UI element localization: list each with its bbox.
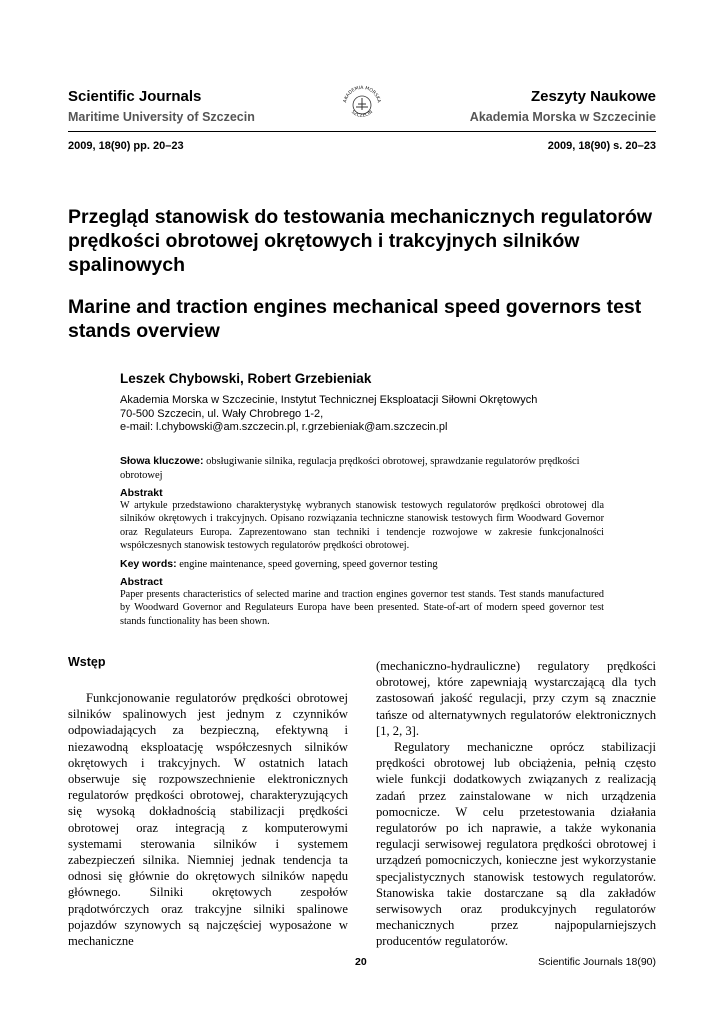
abstract-pl-heading: Abstrakt xyxy=(120,487,163,499)
keywords-pl-text: obsługiwanie silnika, regulacja prędkości obrotowej, sprawdzanie regulatorów prędkości obrotowej xyxy=(120,456,580,481)
body-paragraph: Regulatory mechaniczne oprócz stabilizacji prędkości obrotowej lub obciążenia, pełnią często wiele funkcji dodatkowych związanych z realizacją zadań przez zainstalowane w nich urządzenia pomocnicze. W celu przetestowania działania regulatorów po ich naprawie, a także wykonania regulacji serwisowej regulatora prędkości obrotowej i urządzeń pomocniczych, konieczne jest wykorzystanie specjalistycznych stanowisk testowych regulatorów. Stanowiska takie dostarczane są dla zakładów serwisowych oraz produkcyjnych regulatorów mechanicznych przez najpopularniejszych producentów regulatorów. xyxy=(376,740,656,949)
keywords-pl xyxy=(120,454,620,483)
seal-text-top: AKADEMIA MORSKA xyxy=(343,85,381,104)
university-seal-logo xyxy=(338,80,386,130)
abstract-en-heading: Abstract xyxy=(120,576,163,588)
title-pl-line: Przegląd stanowisk do testowania mechanicznych regulatorów xyxy=(68,206,653,228)
title-pl-line: prędkości obrotowej okrętowych i trakcyjnych silników xyxy=(68,230,580,252)
journal-publisher-en: Maritime University of Szczecin xyxy=(68,110,255,124)
article-title-pl xyxy=(68,205,658,277)
author-affiliation xyxy=(120,394,640,435)
author-names: Leszek Chybowski, Robert Grzebieniak xyxy=(120,371,372,386)
journal-publisher-pl: Akademia Morska w Szczecinie xyxy=(469,110,656,124)
article-title-en xyxy=(68,295,658,343)
footer-journal: Scientific Journals 18(90) xyxy=(538,956,656,968)
body-paragraph: Funkcjonowanie regulatorów prędkości obrotowej silników spalinowych jest jednym z czynników odpowiadających za bezpieczną, efektywną i niezawodną eksploatację współczesnych silników okrętowych i trakcyjnych. W ostatnich latach obserwuje się rozpowszechnienie elektronicznych regulatorów prędkości obrotowej, charakteryzujących się wysoką dokładnością stabilizacji prędkości obrotowej oraz integracją z komputerowymi systemami sterowania silników i systemem zabezpieczeń silnika. Niemniej jednak tendencja ta odnosi się głównie do okrętowych silników napędu głównego. Silniki okrętowych zespołów prądotwórczych oraz trakcyjne silniki spalinowe pojazdów szynowych są najczęściej wyposażone w mechaniczne xyxy=(68,691,348,949)
keywords-en-text: engine maintenance, speed governing, speed governor testing xyxy=(176,559,438,570)
keywords-pl-label: Słowa kluczowe: xyxy=(120,455,204,467)
title-en-line: Marine and traction engines mechanical speed governors test xyxy=(68,296,642,318)
affiliation-line: 70-500 Szczecin, ul. Wały Chrobrego 1-2, xyxy=(120,407,324,420)
issue-info-pl: 2009, 18(90) s. 20–23 xyxy=(547,140,656,152)
body-column-right xyxy=(376,658,656,950)
abstract-pl-text: W artykule przedstawiono charakterystykę wybranych stanowisk testowych regulatorów prędkości obrotowej dla silników okrętowych i trakcyjnych. Opisano rozwiązania techniczne stanowisk testowych firm Woodward Governor oraz Regulateurs Europa. Zaprezentowano stan techniki i tendencje rozwojowe w zakresie funkcjonalności współczesnych stanowisk testowych regulatorów prędkości obrotowej. xyxy=(120,500,604,552)
title-pl-line: spalinowych xyxy=(68,254,186,276)
issue-info-en: 2009, 18(90) pp. 20–23 xyxy=(68,140,184,152)
page-number: 20 xyxy=(355,956,367,968)
keywords-en-label: Key words: xyxy=(120,558,177,570)
section-heading-intro: Wstęp xyxy=(68,655,106,669)
body-paragraph: (mechaniczno-hydrauliczne) regulatory prędkości obrotowej, które zapewniają wystarczającą dla tych zastosowań jakość regulacji, przy czym są znacznie tańsze od alternatywnych regulatorów elektronicznych [1, 2, 3]. xyxy=(376,659,656,738)
abstract-en-text: Paper presents characteristics of selected marine and traction engines governor test stands. Test stands manufactured by Woodward Governor and Regulateurs Europa have been presented. State-of-art of modern speed governor test stands functionality has been shown. xyxy=(120,589,604,627)
title-en-line: stands overview xyxy=(68,320,220,342)
affiliation-line: Akademia Morska w Szczecinie, Instytut Technicznej Eksploatacji Siłowni Okrętowych xyxy=(120,394,538,406)
journal-title-en: Scientific Journals xyxy=(68,88,202,105)
affiliation-line: e-mail: l.chybowski@am.szczecin.pl, r.grzebieniak@am.szczecin.pl xyxy=(120,421,448,433)
seal-text-bottom: SZCZECIN xyxy=(350,109,374,119)
body-column-left xyxy=(68,690,348,949)
keywords-en xyxy=(120,557,620,572)
header-rule xyxy=(68,131,656,132)
journal-title-pl: Zeszyty Naukowe xyxy=(530,88,656,105)
svg-text:SZCZECIN xyxy=(350,109,374,119)
